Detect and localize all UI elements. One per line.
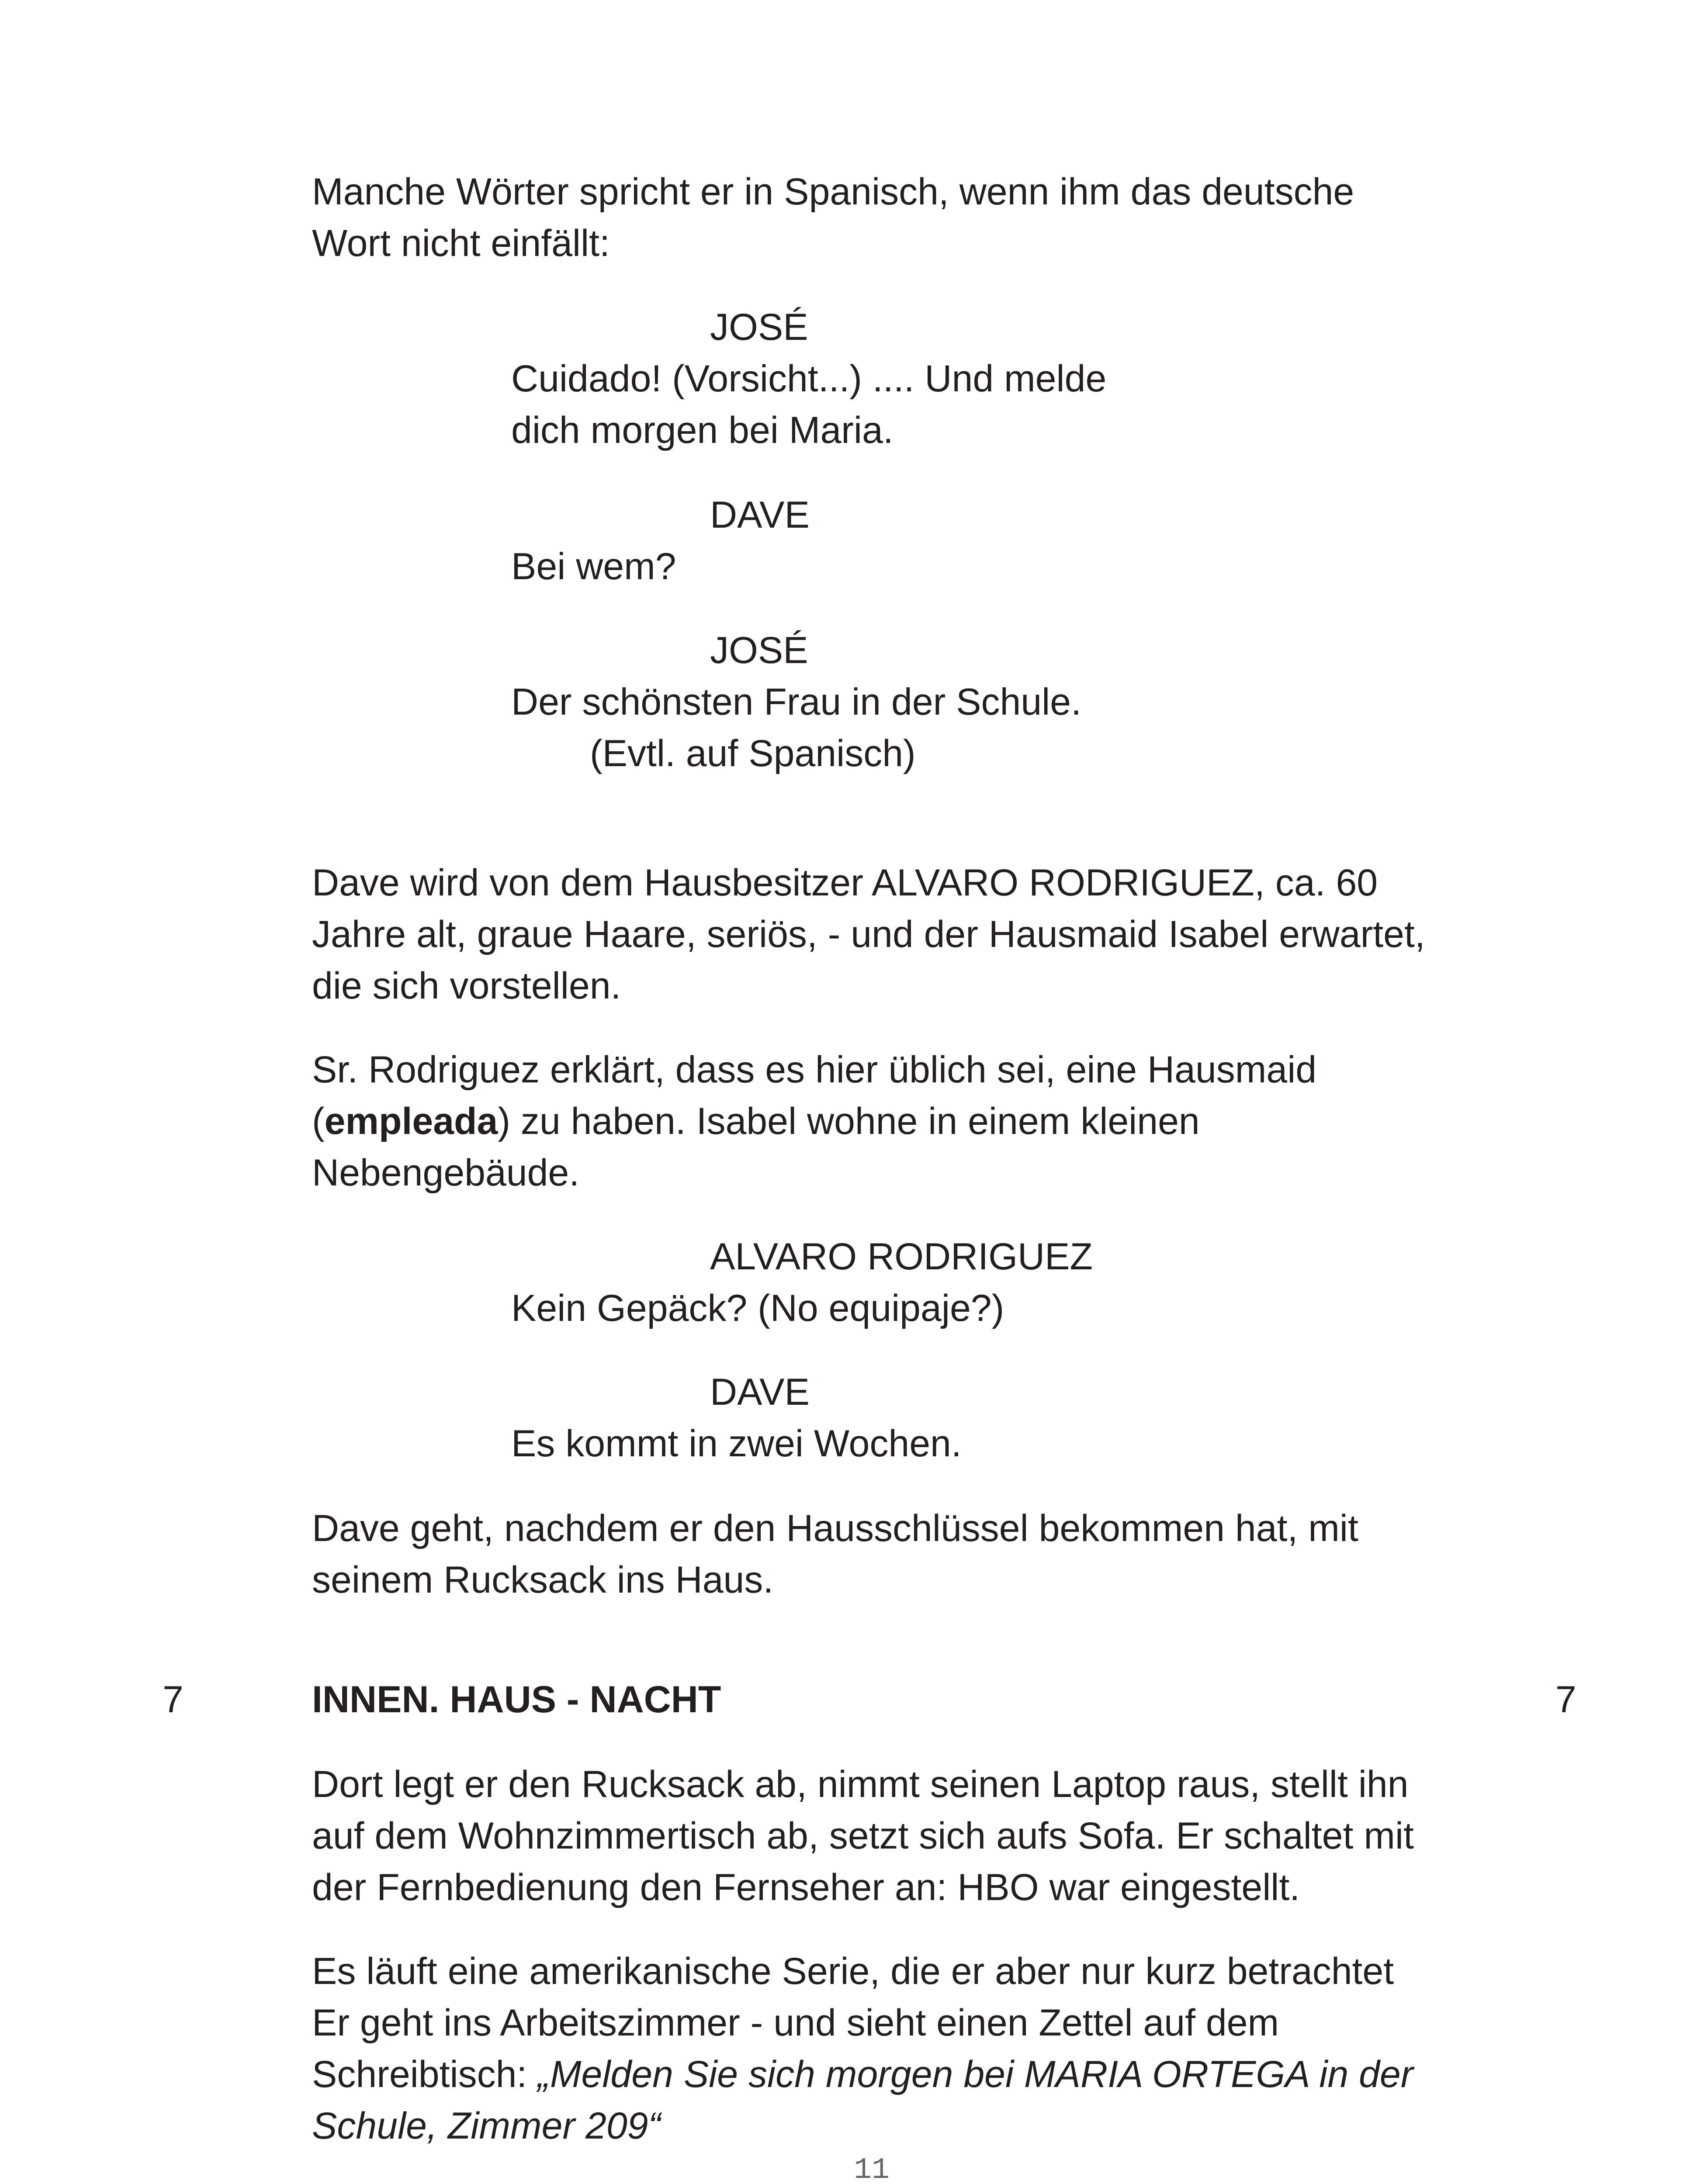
action-line: der Fernbedienung den Fernseher an: HBO war eingestellt.: [312, 1866, 1300, 1908]
action-line: die sich vorstellen.: [312, 965, 621, 1007]
dialogue-line: Bei wem?: [511, 546, 676, 587]
note-quote: Schule, Zimmer 209“: [312, 2105, 661, 2147]
action-line: [312, 2049, 1413, 2100]
action-line: Dort legt er den Rucksack ab, nimmt seinen Laptop raus, stellt ihn: [312, 1763, 1409, 1805]
bold-term: empleada: [324, 1100, 498, 1142]
character-name: DAVE: [710, 494, 810, 536]
action-line: Dave geht, nachdem er den Hausschlüssel bekommen hat, mit: [312, 1507, 1358, 1549]
action-line: Sr. Rodriguez erklärt, dass es hier üblich sei, eine Hausmaid: [312, 1049, 1317, 1091]
scene-heading: INNEN. HAUS - NACHT: [312, 1679, 721, 1721]
action-line: Dave wird von dem Hausbesitzer ALVARO RODRIGUEZ, ca. 60: [312, 862, 1378, 904]
character-name: ALVARO RODRIGUEZ: [710, 1236, 1093, 1278]
action-line: Manche Wörter spricht er in Spanisch, wenn ihm das deutsche: [312, 171, 1354, 213]
note-quote: „Melden Sie sich morgen bei MARIA ORTEGA in der: [537, 2053, 1413, 2095]
dialogue-line: Cuidado! (Vorsicht...) .... Und melde: [511, 358, 1107, 400]
action-line: [312, 1095, 1200, 1147]
scene-number-left: 7: [163, 1679, 184, 1721]
character-name: JOSÉ: [710, 629, 808, 671]
dialogue-line: Der schönsten Frau in der Schule.: [511, 681, 1081, 723]
action-line: Er geht ins Arbeitszimmer - und sieht einen Zettel auf dem: [312, 2002, 1279, 2044]
action-line: auf dem Wohnzimmertisch ab, setzt sich aufs Sofa. Er schaltet mit: [312, 1815, 1414, 1857]
character-name: JOSÉ: [710, 306, 808, 348]
action-line: seinem Rucksack ins Haus.: [312, 1559, 774, 1601]
scene-number-right: 7: [1555, 1679, 1576, 1721]
action-line: Wort nicht einfällt:: [312, 222, 610, 264]
text-span: (: [312, 1100, 325, 1142]
parenthetical: (Evtl. auf Spanisch): [590, 733, 916, 774]
dialogue-line: dich morgen bei Maria.: [511, 409, 894, 451]
action-line: Es läuft eine amerikanische Serie, die er aber nur kurz betrachtet: [312, 1950, 1394, 1992]
text-span: Schreibtisch:: [312, 2053, 538, 2095]
text-span: ) zu haben. Isabel wohne in einem kleinen: [498, 1100, 1200, 1142]
dialogue-line: Es kommt in zwei Wochen.: [511, 1423, 962, 1465]
dialogue-line: Kein Gepäck? (No equipaje?): [511, 1287, 1004, 1329]
page-number: 11: [854, 2153, 890, 2184]
action-line: Jahre alt, graue Haare, seriös, - und der Hausmaid Isabel erwartet,: [312, 913, 1425, 955]
character-name: DAVE: [710, 1371, 810, 1413]
action-line: Nebengebäude.: [312, 1152, 580, 1194]
